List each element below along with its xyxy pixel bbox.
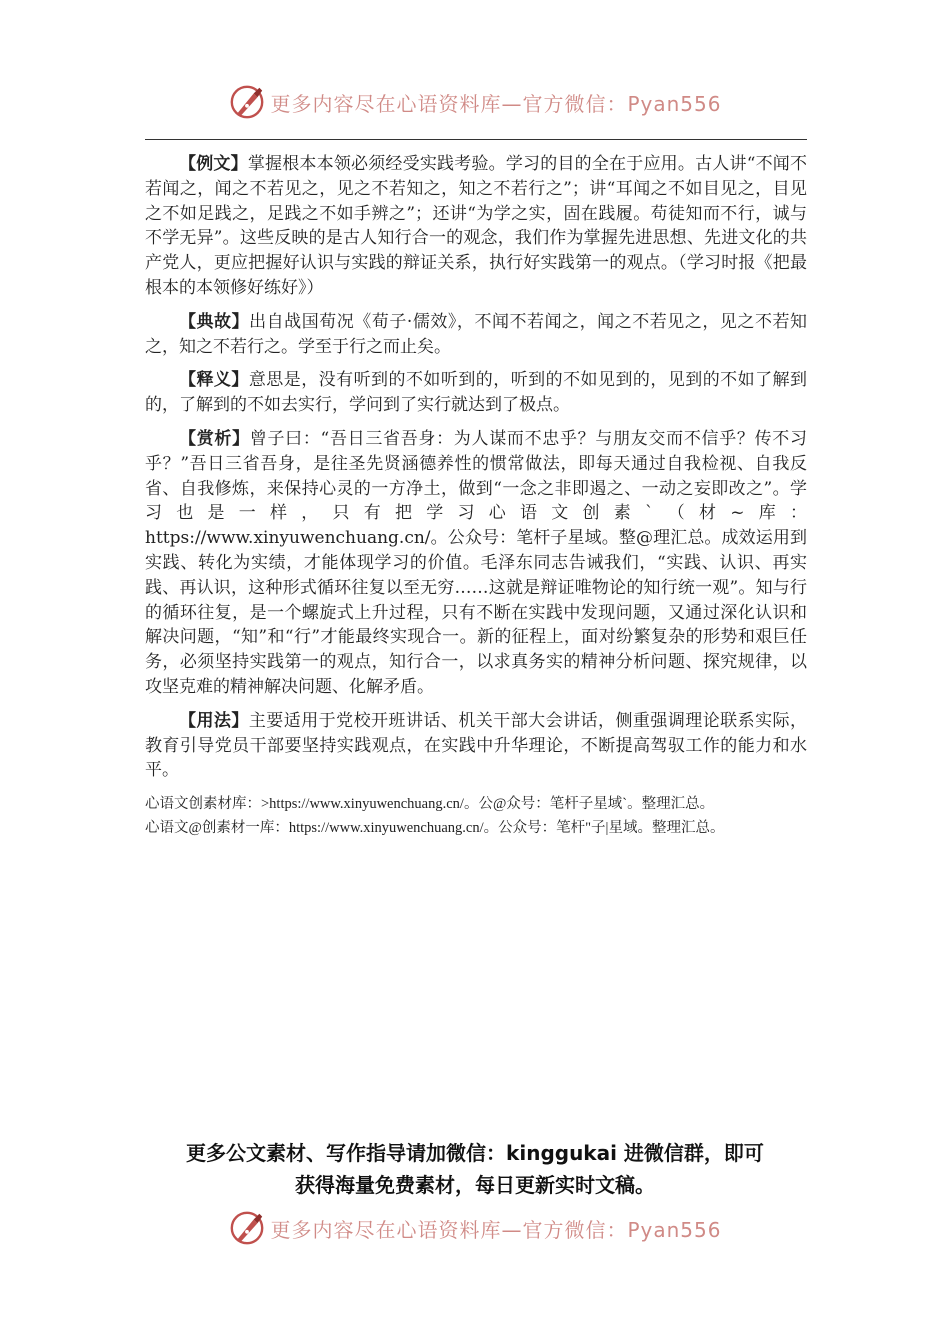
header-banner-text: 更多内容尽在心语资料库—官方微信：Pyan556: [270, 91, 722, 116]
promo-notice: [0, 1137, 950, 1201]
origin-text: 出自战国荀况《荀子·儒效》，不闻不若闻之，闻之不若见之，见之不若知之，知之不若行之。学至于行之而止矣。: [145, 311, 807, 357]
pen-nib-icon: [228, 83, 266, 121]
example-paragraph: [145, 152, 807, 301]
analysis-paragraph: [145, 427, 807, 700]
usage-tag: 【用法】: [179, 710, 249, 731]
analysis-text: 曾子曰：“吾日三省吾身：为人谋而不忠乎？与朋友交而不信乎？传不习乎？”吾日三省吾身，是往圣先贤涵德养性的惯常做法，即每天通过自我检视、自我反省、自我修炼，来保持心灵的一方净土，做到“一念之非即遏之、一动之妄即改之”。学习也是一样，只有把学习心语文创素`（材~库：https://www.xinyuwenchuang.cn/。公众号：笔杆子星域。整@理汇总。成效运用到实践、转化为实绩，才能体现学习的价值。毛泽东同志告诫我们，“实践、认识、再实践、再认识，这种形式循环往复以至无穷……这就是辩证唯物论的知行统一观”。知与行的循环往复，是一个螺旋式上升过程，只有不断在实践中发现问题，又通过深化认识和解决问题，“知”和“行”才能最终实现合一。新的征程上，面对纷繁复杂的形势和艰巨任务，必须坚持实践第一的观点，知行合一，以求真务实的精神分析问题、探究规律，以攻坚克难的精神解决问题、化解矛盾。: [145, 428, 807, 697]
usage-text: 主要适用于党校开班讲话、机关干部大会讲话，侧重强调理论联系实际，教育引导党员干部要坚持实践观点，在实践中升华理论，不断提高驾驭工作的能力和水平。: [145, 710, 808, 781]
source-line: 心语文@创素材一库：https://www.xinyuwenchuang.cn/。公众号：笔杆"子|星域。整理汇总。: [145, 820, 725, 837]
header-divider: [145, 139, 807, 140]
origin-tag: 【典故】: [179, 311, 250, 332]
source-notes: [145, 792, 807, 840]
example-text: 掌握根本本领必须经受实践考验。学习的目的全在于应用。古人讲“不闻不若闻之，闻之不若见之，见之不若知之，知之不若行之”；讲“耳闻之不如目见之，目见之不如足践之，足践之不如手辨之”；还讲“为学之实，固在践履。苟徒知而不行，诚与不学无异”。这些反映的是古人知行合一的观念，我们作为掌握先进思想、先进文化的共产党人，更应把握好认识与实践的辩证关系，执行好实践第一的观点。（学习时报《把最根本的本领修好练好》）: [145, 154, 807, 298]
analysis-tag: 【赏析】: [179, 428, 250, 449]
meaning-tag: 【释义】: [179, 370, 249, 391]
example-tag: 【例文】: [179, 154, 248, 174]
usage-paragraph: [145, 709, 807, 783]
promo-line: 更多公文素材、写作指导请加微信：kinggukai 进微信群，即可: [186, 1141, 764, 1165]
article-body: [145, 152, 807, 840]
promo-line: 获得海量免费素材，每日更新实时文稿。: [295, 1173, 655, 1197]
meaning-text: 意思是，没有听到的不如听到的，听到的不如见到的，见到的不如了解到的，了解到的不如去实行，学问到了实行就达到了极点。: [145, 370, 808, 416]
footer-banner-text: 更多内容尽在心语资料库—官方微信：Pyan556: [270, 1217, 722, 1242]
source-line: 心语文创素材库：>https://www.xinyuwenchuang.cn/。公@众号：笔杆子星域`。整理汇总。: [145, 796, 715, 813]
meaning-paragraph: [145, 368, 807, 418]
footer-banner: [0, 1206, 950, 1250]
header-banner: [0, 80, 950, 124]
pen-nib-icon: [228, 1209, 266, 1247]
origin-paragraph: [145, 310, 807, 360]
